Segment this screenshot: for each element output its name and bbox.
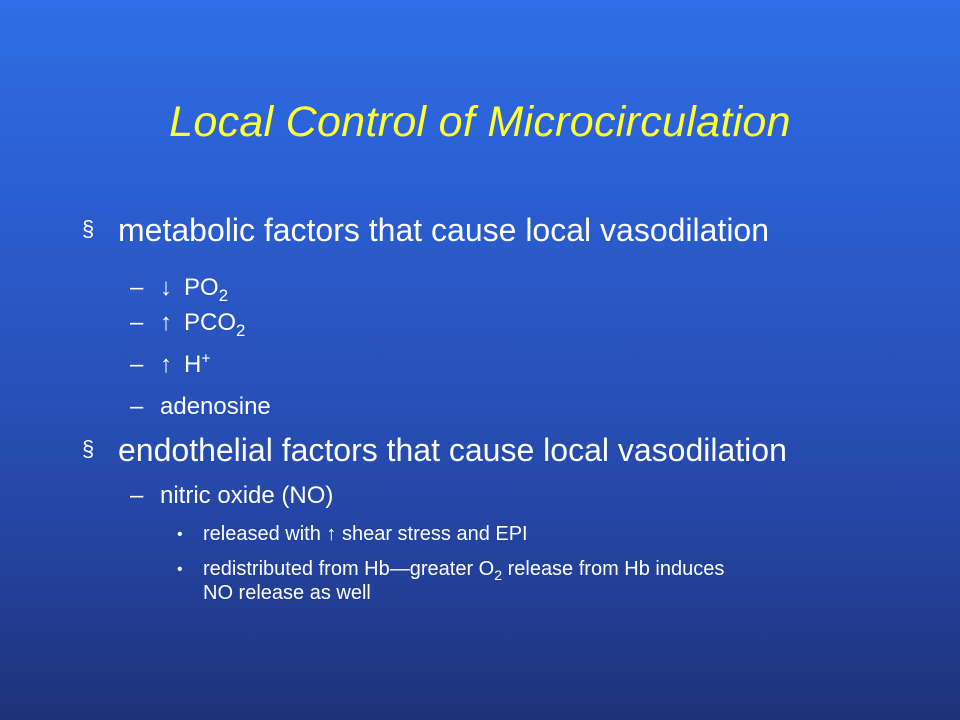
po2-subscript: 2 <box>218 285 229 305</box>
item-released-with <box>0 522 960 548</box>
redistributed-pre: redistributed from Hb—greater O <box>203 558 495 580</box>
dash-bullet-icon: – <box>130 393 144 420</box>
arrow-down-icon: ↓ <box>160 274 172 301</box>
po2-base: PO <box>184 274 219 301</box>
released-post: shear stress and EPI <box>336 523 528 545</box>
redistributed-subscript: 2 <box>494 566 503 583</box>
square-bullet-icon: § <box>82 436 95 461</box>
item-nitric-oxide <box>0 482 960 512</box>
item-pco2 <box>0 309 960 339</box>
item-adenosine <box>0 393 960 423</box>
dash-bullet-icon: – <box>130 274 144 301</box>
adenosine-text: adenosine <box>160 393 271 420</box>
pco2-base: PCO <box>184 309 237 336</box>
item-hydrogen-ion <box>0 351 960 381</box>
square-bullet-icon: § <box>82 216 95 241</box>
bullet-endothelial <box>0 432 960 472</box>
arrow-up-icon: ↑ <box>160 351 172 378</box>
dot-bullet-icon: • <box>177 561 183 578</box>
dash-bullet-icon: – <box>130 482 144 509</box>
pco2-subscript: 2 <box>236 320 246 340</box>
redistributed-post: release from Hb induces <box>502 558 725 580</box>
slide-title: Local Control of Microcirculation <box>169 98 791 146</box>
bullet-metabolic-text: metabolic factors that cause local vasodilation <box>118 212 770 248</box>
arrow-up-icon: ↑ <box>160 309 172 336</box>
item-po2 <box>0 274 960 304</box>
arrow-up-icon: ↑ <box>326 523 337 545</box>
item-redistributed <box>0 557 960 609</box>
dash-bullet-icon: – <box>130 351 144 378</box>
released-pre: released with <box>203 523 321 545</box>
dot-bullet-icon: • <box>177 526 183 543</box>
h-superscript: + <box>201 350 211 368</box>
dash-bullet-icon: – <box>130 309 144 336</box>
bullet-endothelial-text: endothelial factors that cause local vasodilation <box>118 432 787 468</box>
nitric-oxide-text: nitric oxide (NO) <box>160 482 334 509</box>
h-base: H <box>184 351 202 378</box>
bullet-metabolic <box>0 212 960 252</box>
redistributed-line2: NO release as well <box>203 582 371 604</box>
